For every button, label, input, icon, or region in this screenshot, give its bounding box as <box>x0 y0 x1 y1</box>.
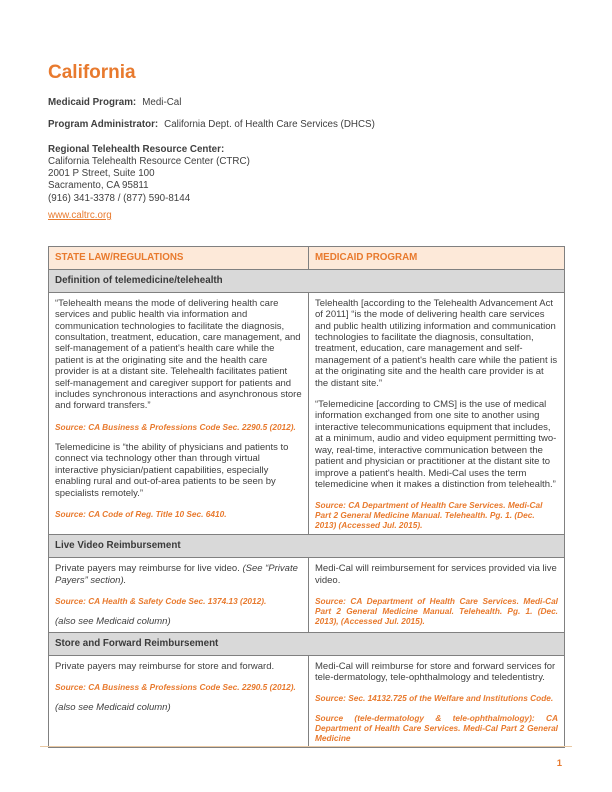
rtrc-label: Regional Telehealth Resource Center: <box>48 144 225 155</box>
medicaid-program-value: Medi-Cal <box>142 97 182 108</box>
paragraph-note <box>55 702 302 713</box>
text-run: Source (tele-dermatology & tele-ophthalmology): CA Department of Health Care Services. Medi-Cal Part 2 General Medicine <box>315 713 558 744</box>
section-header-row <box>49 269 565 292</box>
text-run: (also see Medicaid column) <box>55 616 171 628</box>
section-header-row <box>49 632 565 655</box>
page-title: California <box>48 62 136 83</box>
address-line: (916) 341-3378 / (877) 590-8144 <box>48 192 191 204</box>
section-title: Definition of telemedicine/telehealth <box>49 269 565 292</box>
state-law-cell <box>49 292 309 535</box>
section-content-row <box>49 655 565 748</box>
rtrc-address <box>48 156 565 205</box>
page-number: 1 <box>556 758 562 769</box>
text-run: Source: CA Code of Reg. Title 10 Sec. 6410. <box>55 508 227 519</box>
paragraph-source <box>55 596 302 606</box>
paragraph-body <box>55 442 302 499</box>
text-run: (See “Private Payers” section). <box>55 563 298 586</box>
address-line: California Telehealth Resource Center (CTRC) <box>48 156 250 167</box>
text-run: Telemedicine is “the ability of physicians and patients to connect via technology other than through virtual interactive physician/patient capabilities, especially enabling rural and out-of-area patients to be seen by specialists remotely.” <box>55 441 289 499</box>
text-run: Source: Sec. 14132.725 of the Welfare and Institutions Code. <box>315 693 554 704</box>
medicaid-program-line <box>48 97 565 109</box>
text-run: (also see Medicaid column) <box>55 701 171 713</box>
text-run: Private payers may reimburse for store and forward. <box>55 660 275 672</box>
section-content-row <box>49 558 565 632</box>
paragraph-source <box>55 509 302 519</box>
section-title: Store and Forward Reimbursement <box>49 632 565 655</box>
text-run: Private payers may reimburse for live video. <box>55 563 243 575</box>
text-run: Source: CA Department of Health Care Services. Medi-Cal Part 2 General Medicine Manual. Telehealth. Pg. 1. (Dec. 2013) (Accessed Jul. 2015). <box>315 500 543 531</box>
paragraph-source <box>55 422 302 432</box>
text-run: Source: CA Business & Professions Code Sec. 2290.5 (2012). <box>55 421 296 432</box>
rtrc-website-link[interactable]: www.caltrc.org <box>48 209 112 221</box>
program-administrator-value: California Dept. of Health Care Services (DHCS) <box>164 119 375 130</box>
column-header-medicaid-program: MEDICAID PROGRAM <box>309 246 565 269</box>
medicaid-program-label: Medicaid Program: <box>48 97 137 108</box>
state-law-cell <box>49 655 309 748</box>
paragraph-body <box>315 399 558 490</box>
paragraph-body <box>55 661 302 672</box>
paragraph-body <box>315 563 558 586</box>
text-run: Telehealth [according to the Telehealth Advancement Act of 2011] “is the mode of delivering health care services and public health utilizing information and communication technologies to facilitate the diagnosis, consultation, treatment, education, care management and self-management of a patient's health care while the patient is at the originating site and the health care provider is at the distant site.” <box>315 297 558 389</box>
law-table <box>48 246 565 749</box>
address-line: Sacramento, CA 95811 <box>48 180 149 192</box>
page-footer <box>40 746 572 771</box>
state-law-cell <box>49 558 309 632</box>
section-content-row <box>49 292 565 535</box>
medicaid-program-cell <box>309 292 565 535</box>
address-line: 2001 P Street, Suite 100 <box>48 168 155 180</box>
column-header-state-law: STATE LAW/REGULATIONS <box>49 246 309 269</box>
medicaid-program-cell <box>309 558 565 632</box>
paragraph-body <box>315 298 558 389</box>
paragraph-note <box>55 616 302 627</box>
program-administrator-line <box>48 119 565 131</box>
paragraph-source <box>315 500 558 530</box>
paragraph-source <box>315 713 558 743</box>
paragraph-body <box>315 661 558 684</box>
text-run: “Telehealth means the mode of delivering health care services and public health via information and communication technologies to facilitate the diagnosis, consultation, treatment, education, care management, and self-management of a patient's health care while the patient is at the originating site and the health care provider is at a distant site. Telehealth facilitates patient self-management and caregiver support for patients and includes synchronous interactions and asynchronous store and forward transfers.” <box>55 297 302 412</box>
text-run: Source: CA Business & Professions Code Sec. 2290.5 (2012). <box>55 681 296 692</box>
section-title: Live Video Reimbursement <box>49 535 565 558</box>
section-header-row <box>49 535 565 558</box>
paragraph-body <box>55 563 302 586</box>
text-run: Medi-Cal will reimburse for store and forward services for tele-dermatology, tele-ophthalmology and teledentistry. <box>315 660 556 683</box>
table-header-row <box>49 246 565 269</box>
medicaid-program-cell <box>309 655 565 748</box>
paragraph-body <box>55 298 302 412</box>
text-run: “Telemedicine [according to CMS] is the use of medical information exchanged from one site to another using interactive telecommunications equipment that includes, at a minimum, audio and video equipment permitting two-way, real-time, interactive communication between the patient and physician or practitioner at the distant site to improve a patient's health. Medi-Cal uses the term telemedicine when it makes a distinction from telehealth.” <box>315 399 557 490</box>
paragraph-source <box>315 693 558 703</box>
text-run: Source: CA Department of Health Care Services. Medi-Cal Part 2 General Medicine Manual. Telehealth. Pg. 1. (Dec. 2013), (Accessed Jul. 2015). <box>315 596 558 627</box>
program-administrator-label: Program Administrator: <box>48 119 159 130</box>
text-run: Medi-Cal will reimbursement for services provided via live video. <box>315 563 557 586</box>
text-run: Source: CA Health & Safety Code Sec. 1374.13 (2012). <box>55 596 267 607</box>
paragraph-source <box>55 682 302 692</box>
paragraph-source <box>315 596 558 626</box>
